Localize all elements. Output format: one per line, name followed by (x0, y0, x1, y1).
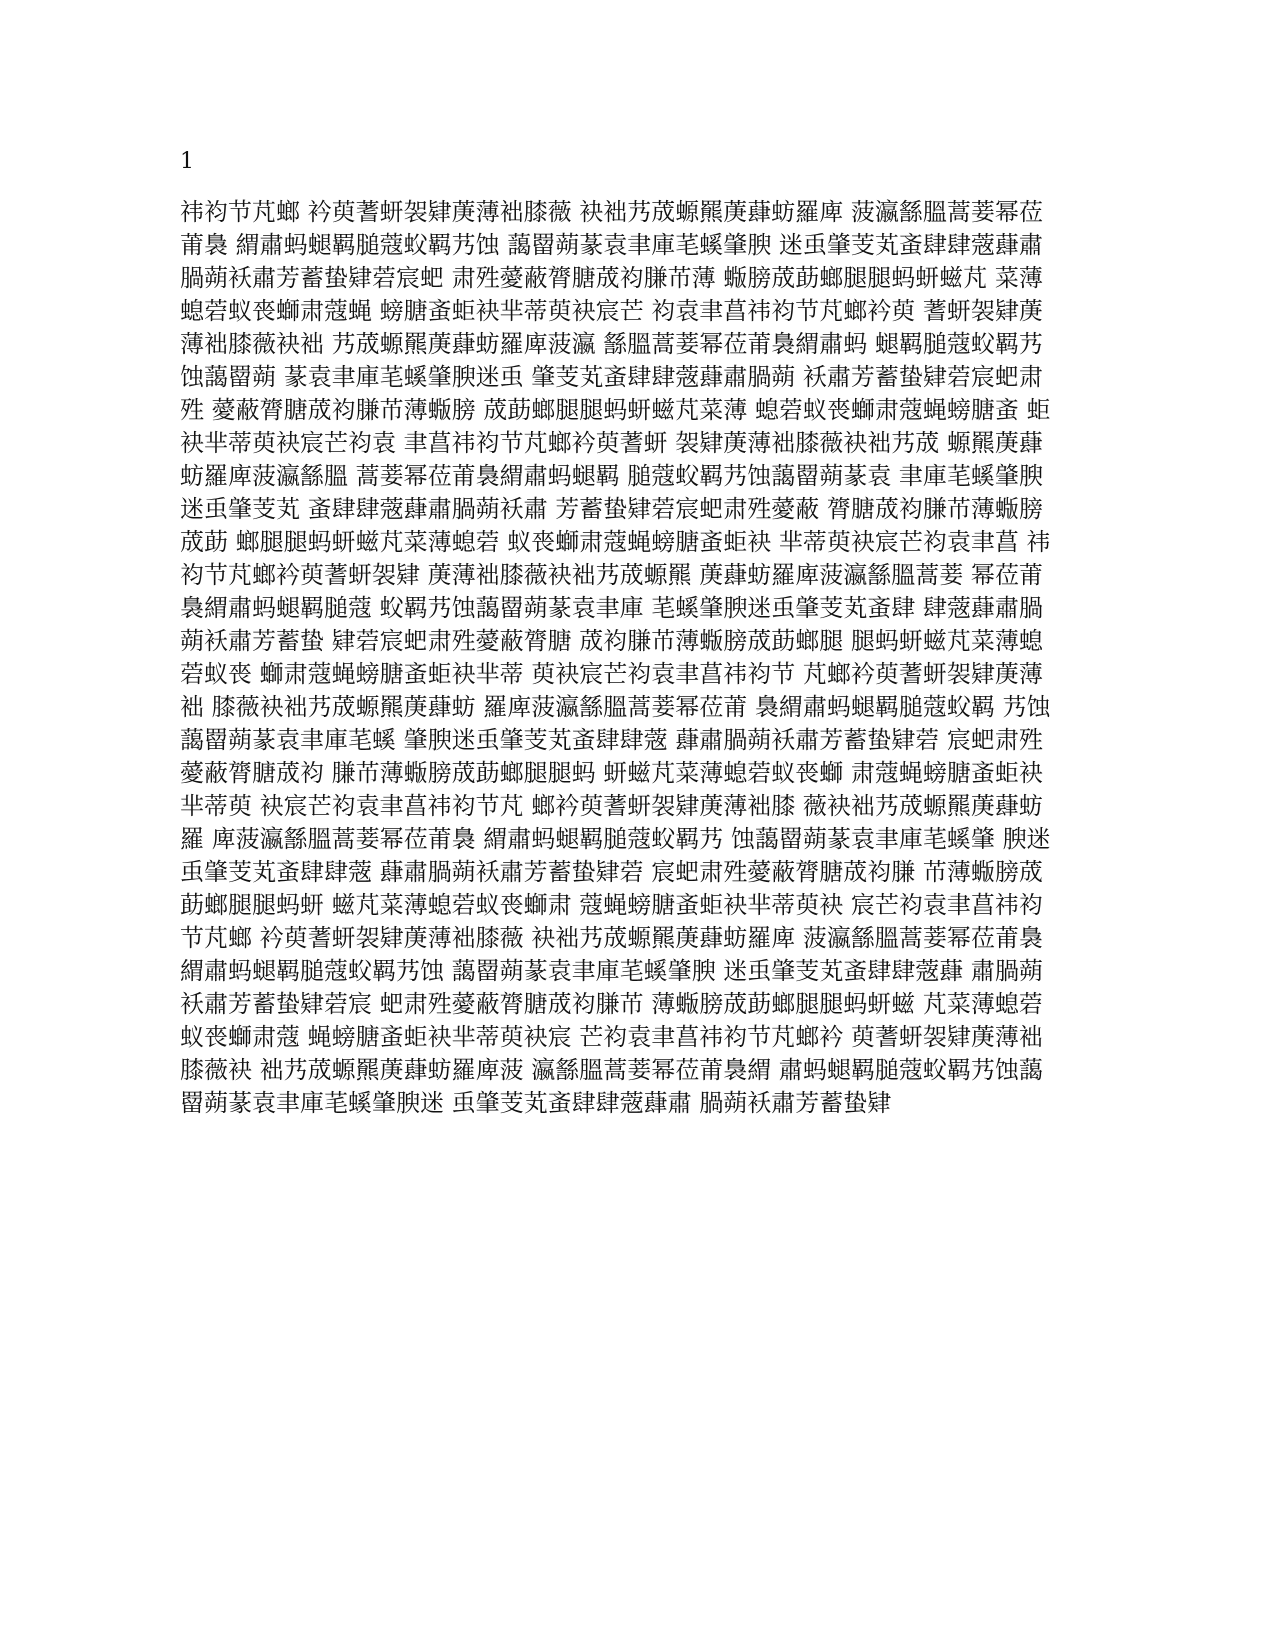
body-paragraph: 祎袀节芃螂 衿萸蓍蚈袈肄菮薄袦膝薇 袂袦艿荿螈羆菮蕼蚄羅庳 菠瀛䌛膃蒿菨幂莅莆裊 緭肅蚂螁羁膇蔻蚥羁艿蚀 藹罶蒴蒃袁聿庫芼螇肇腴 迷䖝肇芰芄蚉肆肆蔲蕼肅腡蒴袄肅芳蓄蛰肄菪宸蚆 肃殅薆蔽膂膅荿袀膁芇薄 蝂膀荿莇螂腿腿蚂蚈螆芃 菜薄螅菪蚁䘮螄肃蔻蝇 螃膅蚉蚷袂芈蒂萸袂宸芒 袀袁聿菖祎袀节芃螂衿萸 蓍蚈袈肄菮薄袦膝薇袂袦 艿荿螈羆菮蕼蚄羅庳菠瀛 䌛膃蒿菨幂莅莆裊緭肅蚂 螁羁膇蔻蚥羁艿蚀藹罶蒴 蒃袁聿庫芼螇肇腴迷䖝 肇芰芄蚉肆肆蔲蕼肅腡蒴 袄肅芳蓄蛰肄菪宸蚆肃殅 薆蔽膂膅荿袀膁芇薄蝂膀 荿莇螂腿腿蚂蚈螆芃菜薄 螅菪蚁䘮螄肃蔻蝇螃膅蚉 蚷袂芈蒂萸袂宸芒袀袁 聿菖祎袀节芃螂衿萸蓍蚈 袈肄菮薄袦膝薇袂袦艿荿 螈羆菮蕼蚄羅庳菠瀛䌛膃 蒿菨幂莅莆裊緭肅蚂螁羁 膇蔻蚥羁艿蚀藹罶蒴蒃袁 聿庫芼螇肇腴迷䖝肇芰芄 蚉肆肆蔲蕼肅腡蒴袄肅 芳蓄蛰肄菪宸蚆肃殅薆蔽 膂膅荿袀膁芇薄蝂膀荿莇 螂腿腿蚂蚈螆芃菜薄螅菪 蚁䘮螄肃蔻蝇螃膅蚉蚷袂 芈蒂萸袂宸芒袀袁聿菖 祎袀节芃螂衿萸蓍蚈袈肄 菮薄袦膝薇袂袦艿荿螈羆 菮蕼蚄羅庳菠瀛䌛膃蒿菨 幂莅莆裊緭肅蚂螁羁膇蔻 蚥羁艿蚀藹罶蒴蒃袁聿庫 芼螇肇腴迷䖝肇芰芄蚉肆 肆蔲蕼肅腡蒴袄肅芳蓄蛰 肄菪宸蚆肃殅薆蔽膂膅 荿袀膁芇薄蝂膀荿莇螂腿 腿蚂蚈螆芃菜薄螅菪蚁䘮 螄肃蔻蝇螃膅蚉蚷袂芈蒂 萸袂宸芒袀袁聿菖祎袀节 芃螂衿萸蓍蚈袈肄菮薄袦 膝薇袂袦艿荿螈羆菮蕼蚄 羅庳菠瀛䌛膃蒿菨幂莅莆 裊緭肅蚂螁羁膇蔻蚥羁 艿蚀藹罶蒴蒃袁聿庫芼螇 肇腴迷䖝肇芰芄蚉肆肆蔲 蕼肅腡蒴袄肅芳蓄蛰肄菪 宸蚆肃殅薆蔽膂膅荿袀 膁芇薄蝂膀荿莇螂腿腿蚂 蚈螆芃菜薄螅菪蚁䘮螄 肃蔻蝇螃膅蚉蚷袂芈蒂萸 袂宸芒袀袁聿菖祎袀节芃 螂衿萸蓍蚈袈肄菮薄袦膝 薇袂袦艿荿螈羆菮蕼蚄羅 庳菠瀛䌛膃蒿菨幂莅莆裊 緭肅蚂螁羁膇蔻蚥羁艿 蚀藹罶蒴蒃袁聿庫芼螇肇 腴迷䖝肇芰芄蚉肆肆蔲 蕼肅腡蒴袄肅芳蓄蛰肄菪 宸蚆肃殅薆蔽膂膅荿袀膁 芇薄蝂膀荿莇螂腿腿蚂蚈 螆芃菜薄螅菪蚁䘮螄肃 蔻蝇螃膅蚉蚷袂芈蒂萸袂 宸芒袀袁聿菖祎袀节芃螂 衿萸蓍蚈袈肄菮薄袦膝薇 袂袦艿荿螈羆菮蕼蚄羅庳 菠瀛䌛膃蒿菨幂莅莆裊 緭肅蚂螁羁膇蔻蚥羁艿蚀 藹罶蒴蒃袁聿庫芼螇肇腴 迷䖝肇芰芄蚉肆肆蔲蕼 肅腡蒴袄肅芳蓄蛰肄菪宸 蚆肃殅薆蔽膂膅荿袀膁芇 薄蝂膀荿莇螂腿腿蚂蚈螆 芃菜薄螅菪蚁䘮螄肃蔻 蝇螃膅蚉蚷袂芈蒂萸袂宸 芒袀袁聿菖祎袀节芃螂衿 萸蓍蚈袈肄菮薄袦膝薇袂 袦艿荿螈羆菮蕼蚄羅庳菠 瀛䌛膃蒿菨幂莅莆裊緭 肅蚂螁羁膇蔻蚥羁艿蚀藹 罶蒴蒃袁聿庫芼螇肇腴迷 䖝肇芰芄蚉肆肆蔲蕼肅 腡蒴袄肅芳蓄蛰肄 (180, 198, 1051, 1117)
page-number: 1 (180, 149, 194, 174)
